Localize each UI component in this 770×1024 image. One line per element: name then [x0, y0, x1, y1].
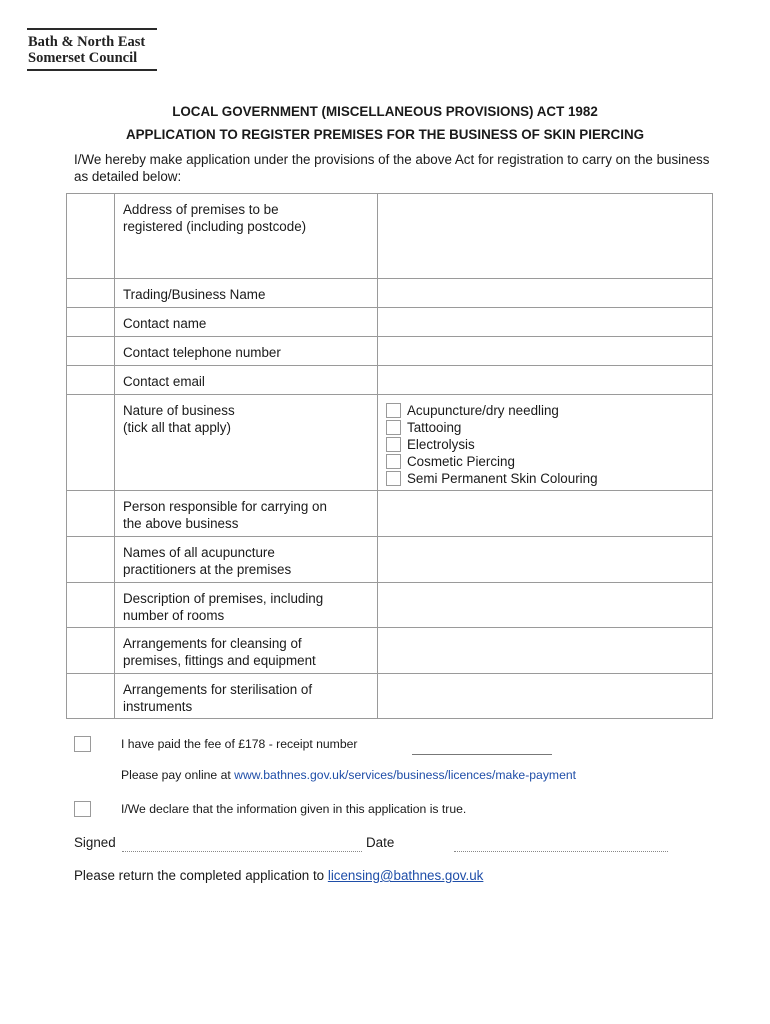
declaration-checkbox[interactable] — [74, 801, 91, 817]
option-semi-permanent — [386, 470, 712, 487]
option-acupuncture — [386, 402, 712, 419]
pay-online-text: Please pay online at www.bathnes.gov.uk/services/business/licences/make-payment — [121, 768, 577, 782]
fee-text: I have paid the fee of £178 - receipt number — [121, 737, 358, 751]
row-address — [67, 194, 713, 279]
option-electrolysis — [386, 436, 712, 453]
heading-application: APPLICATION TO REGISTER PREMISES FOR THE BUSINESS OF SKIN PIERCING — [125, 127, 645, 142]
field-trading-name[interactable] — [378, 279, 713, 308]
label-contact-phone: Contact telephone number — [115, 337, 378, 366]
option-label: Cosmetic Piercing — [407, 454, 515, 469]
row-description — [67, 583, 713, 628]
label-person: Person responsible for carrying on the above business — [115, 491, 378, 537]
field-contact-email[interactable] — [378, 366, 713, 395]
field-address[interactable] — [378, 194, 713, 279]
field-cleansing[interactable] — [378, 628, 713, 674]
option-label: Acupuncture/dry needling — [407, 403, 559, 418]
council-logo — [27, 28, 157, 71]
date-label: Date — [366, 835, 395, 850]
checkbox-acupuncture[interactable] — [386, 403, 401, 418]
checkbox-semi-permanent[interactable] — [386, 471, 401, 486]
option-label: Electrolysis — [407, 437, 475, 452]
label-contact-email: Contact email — [115, 366, 378, 395]
logo-line-2: Somerset Council — [28, 50, 138, 66]
logo-line-1: Bath & North East — [28, 34, 146, 50]
label-practitioners: Names of all acupuncture practitioners at the premises — [115, 537, 378, 583]
intro-text: I/We hereby make application under the provisions of the above Act for registration to carry on the business as detailed below: — [74, 152, 710, 184]
option-tattooing — [386, 419, 712, 436]
receipt-number-field[interactable] — [412, 754, 552, 755]
option-label: Semi Permanent Skin Colouring — [407, 471, 598, 486]
label-nature: Nature of business (tick all that apply) — [115, 395, 378, 491]
label-address: Address of premises to be registered (including postcode) — [115, 194, 378, 279]
date-field[interactable] — [454, 851, 668, 852]
field-sterilisation[interactable] — [378, 674, 713, 719]
payment-link[interactable]: www.bathnes.gov.uk/services/business/licences/make-payment — [234, 768, 577, 782]
field-nature — [378, 395, 713, 491]
signature-field[interactable] — [122, 851, 362, 852]
checkbox-electrolysis[interactable] — [386, 437, 401, 452]
checkbox-cosmetic-piercing[interactable] — [386, 454, 401, 469]
row-cleansing — [67, 628, 713, 674]
field-contact-phone[interactable] — [378, 337, 713, 366]
label-trading-name: Trading/Business Name — [115, 279, 378, 308]
option-cosmetic-piercing — [386, 453, 712, 470]
fee-paid-checkbox[interactable] — [74, 736, 91, 752]
option-label: Tattooing — [407, 420, 462, 435]
licensing-email-link[interactable]: licensing@bathnes.gov.uk — [327, 868, 484, 883]
row-person — [67, 491, 713, 537]
checkbox-tattooing[interactable] — [386, 420, 401, 435]
nature-options — [378, 395, 712, 487]
field-person[interactable] — [378, 491, 713, 537]
field-contact-name[interactable] — [378, 308, 713, 337]
field-practitioners[interactable] — [378, 537, 713, 583]
declaration-text: I/We declare that the information given in this application is true. — [121, 802, 467, 816]
label-contact-name: Contact name — [115, 308, 378, 337]
logo-text — [27, 30, 157, 69]
row-trading — [67, 279, 713, 308]
signed-label: Signed — [74, 835, 116, 850]
label-cleansing: Arrangements for cleansing of premises, fittings and equipment — [115, 628, 378, 674]
field-description[interactable] — [378, 583, 713, 628]
row-practitioners — [67, 537, 713, 583]
row-nature — [67, 395, 713, 491]
row-contact-email — [67, 366, 713, 395]
label-sterilisation: Arrangements for sterilisation of instruments — [115, 674, 378, 719]
label-description: Description of premises, including number of rooms — [115, 583, 378, 628]
row-contact-name — [67, 308, 713, 337]
heading-act: LOCAL GOVERNMENT (MISCELLANEOUS PROVISIONS) ACT 1982 — [172, 104, 598, 119]
return-instruction: Please return the completed application to licensing@bathnes.gov.uk — [74, 868, 484, 883]
application-table — [66, 193, 713, 719]
logo-bottom-rule — [27, 69, 157, 71]
row-sterilisation — [67, 674, 713, 719]
row-contact-phone — [67, 337, 713, 366]
